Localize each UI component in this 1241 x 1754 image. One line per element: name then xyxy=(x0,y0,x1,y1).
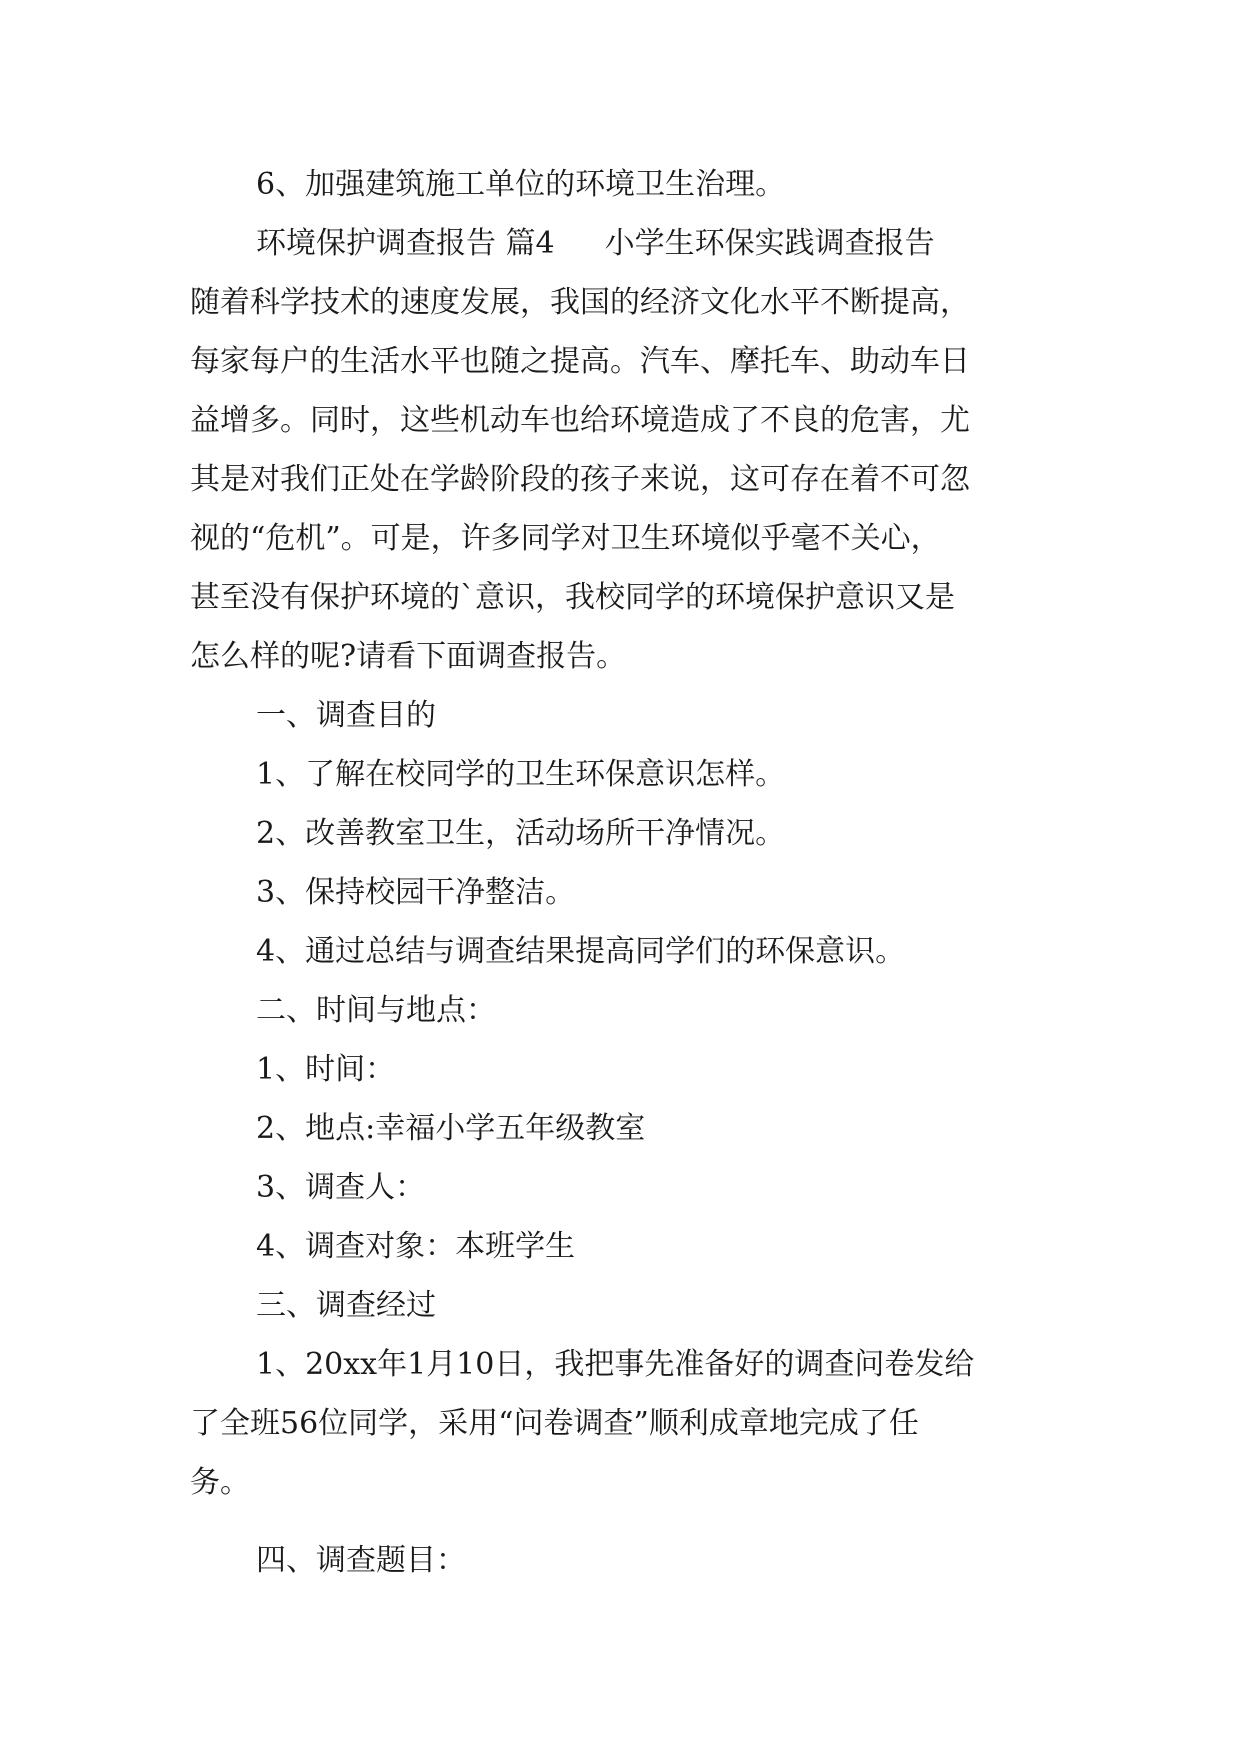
list-item: 1、了解在校同学的卫生环保意识怎样。 xyxy=(256,757,786,792)
paragraph-line: 视的“危机”。可是，许多同学对卫生环境似乎毫不关心， xyxy=(190,521,941,556)
paragraph-line: 甚至没有保护环境的`意识，我校同学的环境保护意识又是 xyxy=(190,580,955,615)
paragraph-line: 益增多。同时，这些机动车也给环境造成了不良的危害，尤 xyxy=(190,403,970,438)
heading-line: 一、调查目的 xyxy=(256,698,436,733)
heading-line: 二、时间与地点： xyxy=(256,993,496,1028)
report-title: 小学生环保实践调查报告 xyxy=(604,226,935,261)
section-heading: 环境保护调查报告 篇4 xyxy=(256,226,555,261)
heading-line: 四、调查题目： xyxy=(256,1543,466,1578)
paragraph-line: 每家每户的生活水平也随之提高。汽车、摩托车、助动车日 xyxy=(190,344,970,379)
paragraph-line: 其是对我们正处在学龄阶段的孩子来说，这可存在着不可忽 xyxy=(190,462,970,497)
paragraph-line: 务。 xyxy=(190,1465,250,1500)
paragraph-line: 了全班56位同学，采用“问卷调查”顺利成章地完成了任 xyxy=(190,1406,919,1441)
section-heading-line xyxy=(256,224,935,264)
paragraph-line: 随着科学技术的速度发展，我国的经济文化水平不断提高， xyxy=(190,285,970,320)
list-item: 2、改善教室卫生，活动场所干净情况。 xyxy=(256,816,786,851)
paragraph-line: 怎么样的呢?请看下面调查报告。 xyxy=(190,639,627,674)
list-item: 2、地点:幸福小学五年级教室 xyxy=(256,1111,646,1146)
paragraph-line: 1、20xx年1月10日，我把事先准备好的调查问卷发给 xyxy=(256,1347,975,1382)
list-item: 3、保持校园干净整洁。 xyxy=(256,875,576,910)
list-item: 4、通过总结与调查结果提高同学们的环保意识。 xyxy=(256,934,906,969)
paragraph-line: 6、加强建筑施工单位的环境卫生治理。 xyxy=(256,167,786,202)
heading-line: 三、调查经过 xyxy=(256,1288,436,1323)
list-item: 1、时间： xyxy=(256,1052,396,1087)
list-item: 3、调查人： xyxy=(256,1170,426,1205)
list-item: 4、调查对象：本班学生 xyxy=(256,1229,576,1264)
